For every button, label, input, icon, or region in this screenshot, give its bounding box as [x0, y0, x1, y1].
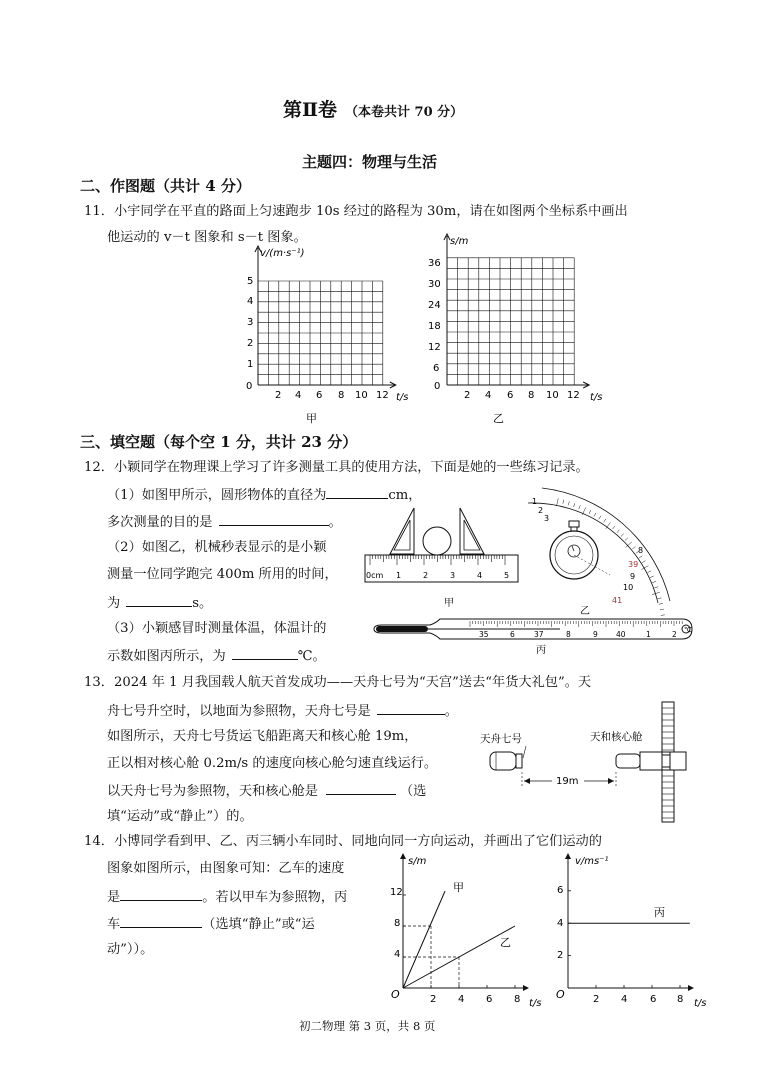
- q12-p1a: （1）如图甲所示，圆形物体的直径为 cm，: [107, 488, 422, 503]
- page-footer: 初二物理 第 3 页，共 8 页: [299, 1019, 436, 1033]
- stopwatch-tick: [632, 546, 635, 549]
- graph-a-ytick: 5: [247, 276, 254, 287]
- thermometer-diagram: [370, 615, 700, 657]
- graph-a-ytick: 3: [247, 317, 254, 328]
- graph-b-xlabel: t/s: [590, 392, 603, 403]
- stopwatch-outer-tick: 8: [638, 546, 644, 555]
- thermo-label: 9: [593, 630, 598, 639]
- q12-p3a: （3）小颖感冒时测量体温，体温计的: [107, 621, 327, 636]
- q12-p2b: 测量一位同学跑完 400m 所用的时间，: [107, 567, 338, 582]
- stopwatch-outer-tick: 10: [623, 583, 634, 592]
- q14-vt-xtick: 6: [650, 994, 657, 1005]
- graph-a-xtick: 10: [355, 390, 368, 401]
- graph-b-ytick: 18: [428, 321, 441, 332]
- q11-text-2: 他运动的 v－t 图象和 s－t 图象。: [107, 230, 307, 245]
- thermo-unit: ℃: [684, 626, 692, 634]
- graph-b-xtick: 6: [507, 390, 514, 401]
- stopwatch-tick: [589, 510, 591, 514]
- stopwatch-tick: [568, 501, 569, 505]
- theme-heading: 主题四：物理与生活: [302, 153, 438, 171]
- thermo-caption: 丙: [536, 645, 546, 656]
- thermo-label: 6: [510, 630, 515, 639]
- thermo-label: 40: [616, 630, 626, 639]
- q14-text-5: 动”））。: [107, 942, 154, 957]
- thermo-label: 37: [534, 630, 544, 639]
- q14-text-4: 车 （选填“静止”或“运: [107, 917, 315, 932]
- thermo-label: 2: [672, 630, 677, 639]
- graph-st-grid: [420, 228, 615, 428]
- graph-b-ytick: 24: [428, 300, 441, 311]
- q14-st-ylabel: s/m: [408, 856, 427, 867]
- graph-b-xtick: 10: [546, 390, 559, 401]
- graph-b-ytick: 30: [428, 279, 441, 290]
- graph-vt-grid: [238, 240, 408, 425]
- stopwatch-tick: [599, 516, 601, 519]
- q14-vt-ytick: 2: [557, 950, 564, 961]
- q12-p1b: 多次测量的目的是 。: [107, 515, 342, 530]
- stopwatch-tick: [579, 505, 581, 509]
- q14-st-xtick: 2: [430, 994, 437, 1005]
- q14-vt-ytick: 4: [557, 918, 564, 929]
- graph-a-ytick: 4: [247, 296, 254, 307]
- q14-vt-ylabel: v/ms⁻¹: [575, 856, 609, 867]
- ruler-label: 2: [423, 571, 429, 580]
- q14-st-origin: O: [391, 988, 400, 1001]
- spacecraft-diagram: [476, 700, 706, 825]
- graph-a-xtick: 8: [338, 390, 345, 401]
- stopwatch-inner-tick: 3: [544, 514, 550, 523]
- stopwatch-tick: [642, 561, 645, 563]
- graph-q14-vt: [553, 848, 718, 1010]
- answer-blank[interactable]: [120, 916, 202, 928]
- q14-vt-origin: O: [556, 988, 565, 1001]
- graph-b-xtick: 12: [567, 390, 580, 401]
- q13-text-3: 如图所示，天舟七号货运飞船距离天和核心舱 19m，: [107, 729, 418, 744]
- graph-a-ytick: 1: [247, 359, 254, 370]
- ruler-label: 3: [450, 571, 456, 580]
- distance-label: 19m: [556, 776, 579, 787]
- q14-st-ytick: 8: [394, 918, 401, 929]
- thermo-label: 8: [566, 630, 571, 639]
- q13-text-4: 正以相对核心舱 0.2m/s 的速度向核心舱匀速直线运行。: [107, 756, 438, 771]
- ruler-label: 1: [396, 571, 402, 580]
- graph-b-xtick: 2: [464, 390, 471, 401]
- stopwatch-inner-tick: 2: [538, 506, 544, 515]
- q14-st-xlabel: t/s: [529, 998, 542, 1009]
- answer-blank[interactable]: [326, 783, 396, 795]
- q14-st-xtick: 6: [486, 994, 493, 1005]
- series-label-jia: 甲: [453, 881, 464, 894]
- stopwatch-tick: [660, 609, 664, 610]
- answer-blank[interactable]: [120, 889, 202, 901]
- graph-q14-st: [378, 848, 548, 1010]
- graph-a-ylabel: v/(m·s⁻¹): [260, 248, 305, 259]
- ruler-diagram: [362, 500, 522, 612]
- q14-text-2: 图象如图所示，由图象可知：乙车的速度: [107, 861, 345, 876]
- q13-text-5: 以天舟七号为参照物，天和核心舱是 （选: [107, 784, 427, 799]
- stopwatch-tick: [654, 587, 658, 588]
- q14-text-1: 14．小博同学看到甲、乙、丙三辆小车同时、同地向同一方向运动，并画出了它们运动的: [84, 834, 602, 849]
- q13-text-6: 填“运动”或“静止”）的。: [107, 809, 253, 824]
- stopwatch-tick: [648, 571, 652, 573]
- tianzhou-label: 天舟七号: [480, 733, 522, 745]
- q14-vt-xtick: 2: [593, 994, 600, 1005]
- q14-st-ytick: 4: [394, 949, 401, 960]
- series-label-yi: 乙: [500, 936, 511, 949]
- q13-text-2: 舟七号升空时，以地面为参照物，天舟七号是 。: [107, 704, 458, 719]
- graph-b-ylabel: s/m: [450, 236, 469, 247]
- q12-p2a: （2）如图乙，机械秒表显示的是小颖: [107, 540, 327, 555]
- section-heading-2: 二、作图题（共计 4 分）: [80, 177, 251, 195]
- q13-text-1: 13．2024 年 1 月我国载人航天首发成功——天舟七号为“天宫”送去“年货大礼包”。天: [84, 675, 592, 690]
- graph-a-origin: 0: [246, 381, 253, 392]
- ruler-label: 0cm: [366, 571, 384, 580]
- graph-a-caption: 甲: [306, 412, 317, 425]
- graph-a-ytick: 2: [247, 338, 254, 349]
- q12-p3b: 示数如图丙所示，为 ℃。: [107, 649, 326, 664]
- stopwatch-tick: [650, 576, 654, 578]
- q14-vt-xlabel: t/s: [694, 998, 707, 1009]
- stopwatch-tick: [659, 603, 663, 604]
- ruler-label: 4: [477, 571, 483, 580]
- answer-blank[interactable]: [377, 703, 445, 715]
- stopwatch-tick: [594, 513, 596, 516]
- stopwatch-outer-tick: 41: [612, 596, 623, 605]
- stopwatch-tick: [639, 556, 642, 558]
- page-subtitle: （本卷共计 70 分）: [345, 105, 464, 120]
- graph-b-xtick: 4: [485, 390, 492, 401]
- graph-a-xtick: 12: [376, 390, 389, 401]
- stopwatch-caption: 乙: [580, 606, 590, 617]
- q11-text-1: 11．小宇同学在平直的路面上匀速跑步 10s 经过的路程为 30m，请在如图两个坐标系中画出: [84, 204, 628, 219]
- ruler-label: 5: [504, 571, 510, 580]
- stopwatch-tick: [617, 530, 620, 533]
- graph-a-xtick: 6: [316, 390, 323, 401]
- graph-b-caption: 乙: [493, 412, 504, 425]
- graph-b-xtick: 8: [528, 390, 535, 401]
- graph-a-xtick: 2: [275, 390, 282, 401]
- q14-vt-xtick: 4: [621, 994, 628, 1005]
- thermo-label: 35: [479, 630, 489, 639]
- q14-st-ytick: 12: [390, 887, 403, 898]
- section-heading-3: 三、填空题（每个空 1 分，共计 23 分）: [80, 433, 358, 451]
- answer-blank[interactable]: [326, 487, 388, 499]
- stopwatch-tick: [625, 538, 628, 541]
- q12-intro: 12．小颖同学在物理课上学习了许多测量工具的使用方法，下面是她的一些练习记录。: [84, 460, 589, 475]
- stopwatch-tick: [658, 598, 662, 599]
- graph-b-origin: 0: [434, 381, 441, 392]
- graph-a-xtick: 4: [295, 390, 302, 401]
- stopwatch-tick: [613, 526, 616, 529]
- page-title: 第Ⅱ卷 （本卷共计 70 分）: [283, 99, 464, 121]
- series-line-jia: [403, 891, 445, 988]
- answer-blank[interactable]: [219, 514, 329, 526]
- q14-st-xtick: 4: [458, 994, 465, 1005]
- stopwatch-tick: [652, 581, 656, 582]
- q14-text-3: 是 。若以甲车为参照物，丙: [107, 890, 348, 905]
- q14-vt-ytick: 6: [557, 885, 564, 896]
- graph-b-ytick: 36: [428, 258, 441, 269]
- graph-b-ytick: 12: [428, 342, 441, 353]
- q14-vt-xtick: 8: [677, 994, 684, 1005]
- answer-blank[interactable]: [126, 595, 192, 607]
- stopwatch-outer-tick: 39: [628, 560, 639, 569]
- graph-b-ytick: 6: [433, 363, 440, 374]
- answer-blank[interactable]: [232, 648, 298, 660]
- stopwatch-outer-tick: 9: [630, 572, 636, 581]
- thermo-label: 1: [646, 630, 651, 639]
- stopwatch-diagram: [510, 483, 675, 618]
- tianhe-label: 天和核心舱: [590, 731, 643, 743]
- series-label-bing: 丙: [654, 906, 665, 919]
- stopwatch-inner-tick: 1: [532, 497, 538, 506]
- graph-a-xlabel: t/s: [396, 392, 408, 403]
- stopwatch-tick: [563, 500, 564, 504]
- ruler-caption: 甲: [444, 598, 454, 609]
- stopwatch-tick: [604, 519, 606, 522]
- stopwatch-tick: [574, 503, 575, 507]
- stopwatch-tick: [621, 534, 624, 537]
- q14-st-xtick: 8: [514, 994, 521, 1005]
- q12-p2c: 为 s。: [107, 596, 213, 611]
